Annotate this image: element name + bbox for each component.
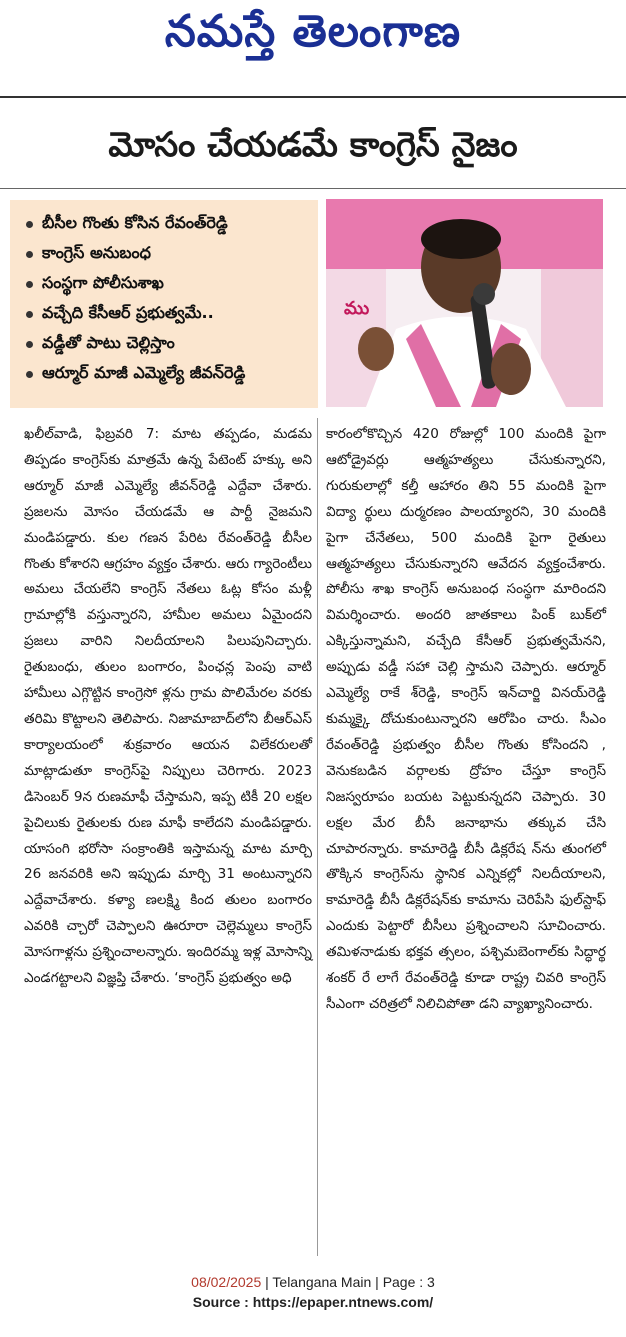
masthead-title: నమస్తే తెలంగాణ (164, 6, 462, 57)
speaker-photo-illustration (326, 199, 603, 407)
footer-page: Page : 3 (382, 1274, 435, 1290)
footer (0, 1272, 626, 1312)
highlight-item: వచ్చేది కేసీఆర్ ప్రభుత్వమే.. (24, 298, 312, 328)
footer-source[interactable]: Source : https://epaper.ntnews.com/ (192, 1294, 434, 1310)
highlight-item: బీసీల గొంతు కోసిన రేవంత్‌రెడ్డి (24, 208, 312, 238)
speaker-photo (326, 199, 603, 407)
article-text-left: ఖలీల్‌వాడి, ఫిబ్రవరి 7: మాట తప్పడం, మడమ తిప్పడం కాంగ్రెస్‌కు మాత్రమే ఉన్న పేటెంట్ హక్కు అని ఆర్మూర్ మాజీ ఎమ్మెల్యే జీవన్‌రెడ్డి ఎద్దేవా చేశారు. ప్రజలను మోసం చేయడమే ఆ పార్టీ నైజమని మండిపడ్డారు. కుల గణన పేరిట రేవంత్‌రెడ్డి బీసీల గొంతు కోశారని ఆగ్రహం వ్యక్తం చేశారు. ఆరు గ్యారెంటీలు అమలు చేయలేని కాంగ్రెస్ నేతలు ఓట్ల కోసం మళ్లీ గ్రామాల్లోకి వస్తున్నారని, హామీల అమలు ఏమైందని ప్రజలు వారిని నిలదీయాలని పిలుపునిచ్చారు. రైతుబంధు, తులం బంగారం, పింఛన్ల పెంపు వాటి హామీలు ఎగ్గొట్టిన కాంగ్రెసో ళ్లను గ్రామ పొలిమేరల వరకు తరిమి కొట్టాలని తెలిపారు. నిజామాబాద్‌లోని బీఆర్‌ఎస్ కార్యాలయంలో శుక్రవారం ఆయన విలేకరులతో మాట్లాడుతూ కాంగ్రెస్‌పై నిప్పులు చెరిగారు. 2023 డిసెంబర్ 9న రుణమాఫీ చేస్తామని, ఇప్ప టికీ 20 లక్షల పైచిలుకు రైతులకు రుణ మాఫీ కాలేదని మండిపడ్డారు. యాసంగి భరోసా సంక్రాంతికి ఇస్తామన్న మాట మార్చి 26 జనవరికి అని ఇప్పుడు మార్చి 31 అంటున్నారని ఎద్దేవాచేశారు. కళ్యా ణలక్ష్మి కింద తులం బంగారం ఎవరికి చ్చారో చెప్పాలని ఊరూరా చెల్లెమ్మలు కాంగ్రెస్ మోసగాళ్లను ప్రశ్నించాలన్నారు. ఇందిరమ్మ ఇళ్ల మోసాన్ని ఎండగట్టాలని విజ్ఞప్తి చేశారు. ‘కాంగ్రెస్ ప్రభుత్వం అధి (24, 426, 313, 987)
article-column-right (326, 422, 606, 1018)
highlight-item: కాంగ్రెస్ అనుబంధ (24, 238, 312, 268)
highlight-item-continued: వడ్డీతో పాటు చెల్లిస్తాం (24, 328, 312, 358)
headline: మోసం చేయడమే కాంగ్రెస్ నైజం (108, 125, 518, 165)
highlight-item: ఆర్మూర్ మాజీ ఎమ్మెల్యే జీవన్‌రెడ్డి (24, 358, 312, 388)
highlights-box (10, 200, 318, 408)
svg-text:ము: ము (344, 298, 370, 319)
column-divider (317, 418, 318, 1256)
footer-edition: Telangana Main (272, 1274, 372, 1290)
divider-headline (0, 188, 626, 189)
footer-date: 08/02/2025 (191, 1274, 262, 1290)
footer-info: 08/02/2025 | Telangana Main | Page : 3 (191, 1274, 435, 1290)
masthead (0, 0, 626, 90)
article-column-left (24, 422, 312, 992)
divider-top (0, 96, 626, 98)
highlight-item-continued: సంస్థగా పోలీసుశాఖ (24, 268, 312, 298)
article-text-right: కారంలోకొచ్చిన 420 రోజుల్లో 100 మందికి పైగా ఆటోడ్రైవర్లు ఆత్మహత్యలు చేసుకున్నారని, గురుకులాల్లో కల్తీ ఆహారం తిని 55 మందికి పైగా విద్యా ర్థులు దుర్మరణం పాలయ్యారని, 30 మందికి పైగా చేనేతలు, 500 మందికి పైగా రైతులు ఆత్మహత్యలు చేసుకున్నారని ఆవేదన వ్యక్తంచేశారు. పోలీసు శాఖ కాంగ్రెస్ అనుబంధ సంస్థగా మారిందని విమర్శించారు. అందరి జాతకాలు పింక్ బుక్‌లో ఎక్కిస్తున్నామని, వచ్చేది కేసీఆర్ ప్రభుత్వమేనని, అప్పుడు వడ్డీ సహా చెల్లి స్తామని చెప్పారు. ఆర్మూర్ ఎమ్మెల్యే రాకే శ్‌రెడ్డి, కాంగ్రెస్ ఇన్‌చార్జి వినయ్‌రెడ్డి కుమ్మక్కై దోచుకుంటున్నారని ఆరోపిం చారు. సీఎం రేవంత్‌రెడ్డి ప్రభుత్వం బీసీల గొంతు కోసిందని , వెనుకబడిన వర్గాలకు ద్రోహం చేస్తూ కాంగ్రెస్ నిజస్వరూపం బయట పెట్టుకున్నదని చెప్పారు. 30 లక్షల మేర బీసీ జనాభాను తక్కువ చేసి చూపారన్నారు. కామారెడ్డి బీసీ డిక్లరేష న్‌ను తుంగలో తొక్కిన కాంగ్రెస్‌ను స్థానిక ఎన్నికల్లో నిలదీయాలని, కామారెడ్డి బీసీ డిక్లరేషన్‌కు కామాను చెరిపేసి ఫుల్‌స్టాఫ్ ఎందుకు పెట్టారో బీసీలు ప్రశ్నించాలని సూచించారు. తమిళనాడుకు భక్తవ త్సలం, పశ్చిమబెంగాల్‌కు సిద్ధార్థ శంకర్ రే లాగే రేవంత్‌రెడ్డి కూడా రాష్ట్ర చివరి కాంగ్రెస్ సీఎంగా చరిత్రలో నిలిచిపోతా డని వ్యాఖ్యానించారు. (326, 426, 606, 1012)
